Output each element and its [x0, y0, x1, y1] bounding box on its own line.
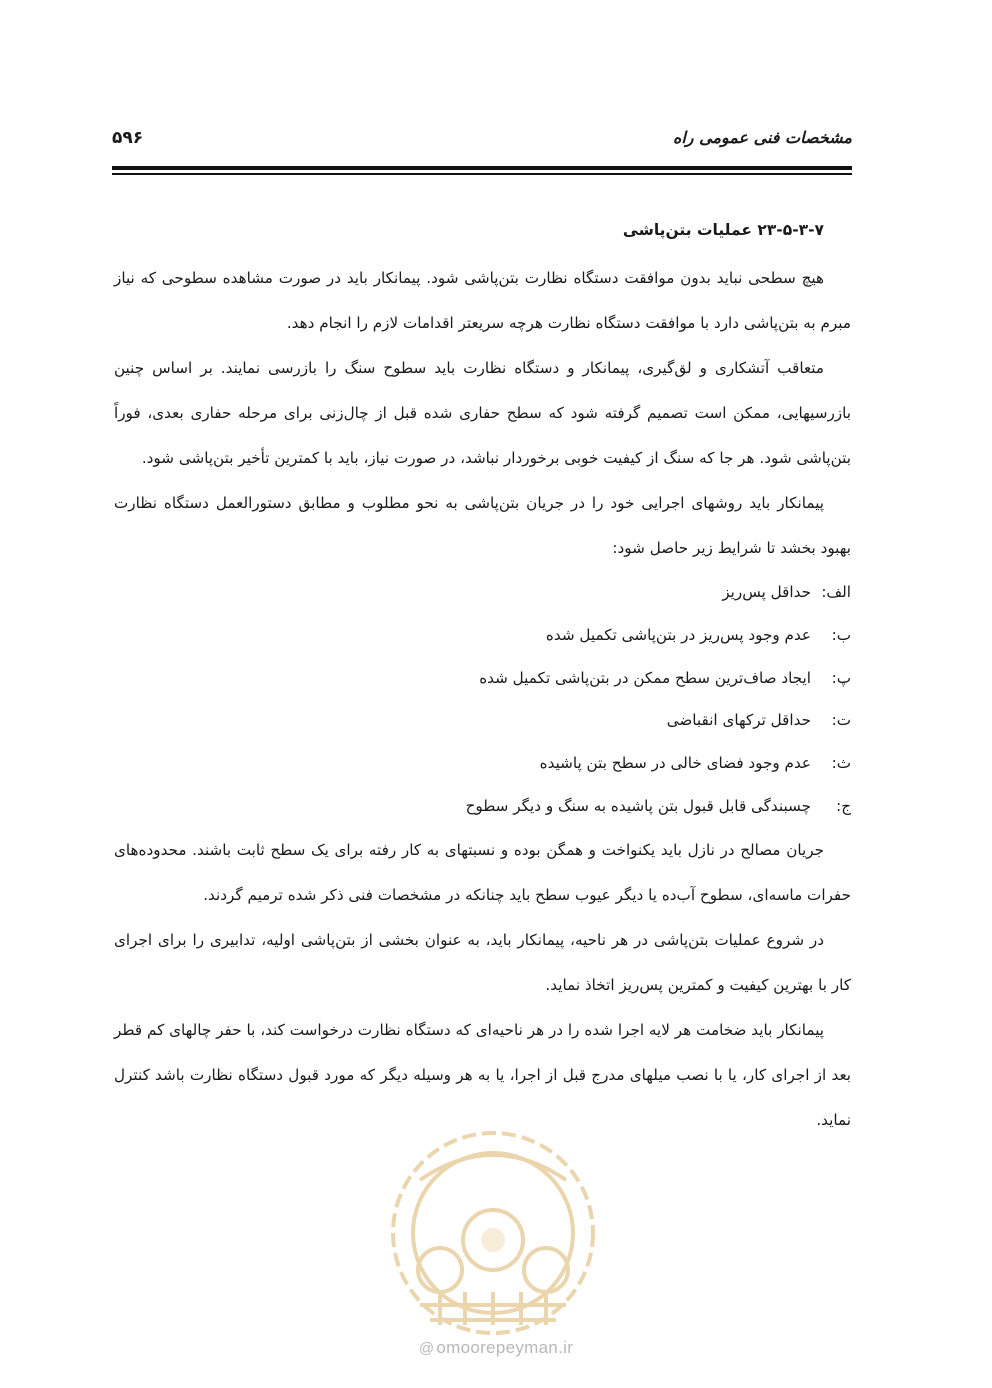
list-item — [114, 785, 851, 828]
list-item-text: عدم وجود فضای خالی در سطح بتن پاشیده — [539, 754, 811, 773]
section-heading: ۲۳-۵-۳-۷ عملیات بتن‌پاشی — [622, 221, 824, 239]
paragraph: متعاقب آتشکاری و لق‌گیری، پیمانکار و دستگاه نظارت باید سطوح سنگ را بازرسی نمایند. بر اساس چنین بازرسیهایی، ممکن است تصمیم گرفته شود که سطح حفاری شده قبل از چال‌زنی برای مرحله حفاری بعدی، فوراً بتن‌پاشی شود. هر جا که سنگ از کیفیت خوبی برخوردار نباشد، در صورت نیاز، باید با کمترین تأخیر بتن‌پاشی شود. — [114, 359, 851, 467]
watermark-url — [0, 1338, 992, 1358]
header-rule-thin — [112, 173, 852, 175]
list-item-text: چسبندگی قابل قبول بتن پاشیده به سنگ و دیگر سطوح — [465, 796, 811, 815]
page-content — [114, 214, 851, 1143]
conditions-list — [114, 571, 851, 828]
list-item-text: عدم وجود پس‌ریز در بتن‌پاشی تکمیل شده — [545, 625, 811, 644]
page-number: ۵۹۶ — [112, 128, 144, 148]
list-item-marker: ت: — [831, 711, 851, 730]
list-item-text: ایجاد صاف‌ترین سطح ممکن در بتن‌پاشی تکمیل شده — [479, 668, 811, 687]
paragraph: پیمانکار باید روشهای اجرایی خود را در جریان بتن‌پاشی به نحو مطلوب و مطابق دستورالعمل دستگاه نظارت بهبود بخشد تا شرایط زیر حاصل شود: — [114, 494, 851, 557]
list-item-text: حداقل ترکهای انقباضی — [666, 711, 811, 730]
running-title: مشخصات فنی عمومی راه — [672, 128, 852, 147]
list-item — [114, 742, 851, 785]
list-item — [114, 657, 851, 700]
at-sign-icon: @ — [418, 1340, 435, 1357]
paragraph: در شروع عملیات بتن‌پاشی در هر ناحیه، پیمانکار باید، به عنوان بخشی از بتن‌پاشی اولیه، تدابیری را برای اجرای کار با بهترین کیفیت و کمترین پس‌ریز اتخاذ نماید. — [114, 930, 851, 994]
list-item-marker: الف: — [821, 583, 851, 601]
list-item-marker: ث: — [831, 754, 851, 773]
list-item — [114, 571, 851, 614]
list-item — [114, 699, 851, 742]
watermark-seal-icon — [380, 1120, 606, 1346]
paragraph: جریان مصالح در نازل باید یکنواخت و همگن بوده و نسبتهای به کار رفته برای یک سطح ثابت باشند. محدوده‌های حفرات ماسه‌ای، سطوح آب‌ده یا دیگر عیوب سطح باید چنانکه در مشخصات فنی ذکر شده ترمیم گردند. — [114, 840, 851, 904]
list-item-text: حداقل پس‌ریز — [722, 583, 811, 601]
paragraph: هیچ سطحی نباید بدون موافقت دستگاه نظارت بتن‌پاشی شود. پیمانکار باید در صورت مشاهده سطوحی که نیاز مبرم به بتن‌پاشی دارد با موافقت دستگاه نظارت هرچه سریعتر اقدامات لازم را انجام دهد. — [114, 269, 851, 332]
list-item — [114, 614, 851, 657]
watermark-url-text: omoorepeyman.ir — [436, 1338, 574, 1357]
header-rule-thick — [112, 166, 852, 170]
list-item-marker: ج: — [836, 796, 851, 815]
list-item-marker: ب: — [831, 625, 851, 644]
list-item-marker: پ: — [831, 668, 851, 687]
paragraph: پیمانکار باید ضخامت هر لایه اجرا شده را در هر ناحیه‌ای که دستگاه نظارت درخواست کند، با حفر چالهای کم قطر بعد از اجرای کار، یا با نصب میلهای مدرج قبل از اجرا، یا به هر وسیله دیگر که مورد قبول دستگاه نظارت باشد کنترل نماید. — [114, 1020, 851, 1129]
page-header — [112, 128, 852, 158]
